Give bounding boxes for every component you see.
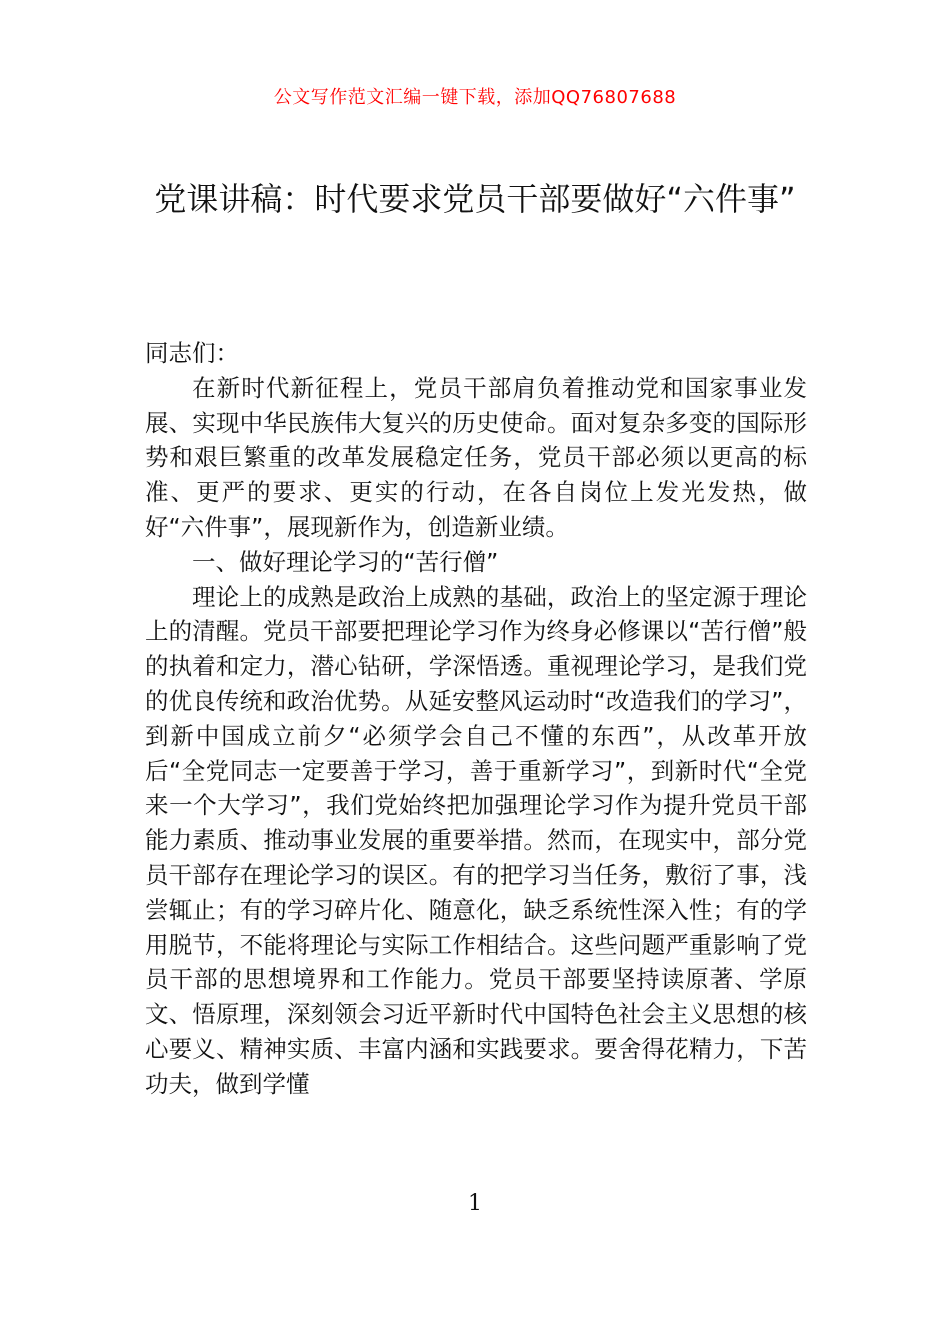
section-1-paragraph: 理论上的成熟是政治上成熟的基础，政治上的坚定源于理论上的清醒。党员干部要把理论学习作为终身必修课以“苦行僧”般的执着和定力，潜心钻研，学深悟透。重视理论学习，是我们党的优良传统和政治优势。从延安整风运动时“改造我们的学习”，到新中国成立前夕“必须学会自己不懂的东西”，从改革开放后“全党同志一定要善于学习，善于重新学习”，到新时代“全党来一个大学习”，我们党始终把加强理论学习作为提升党员干部能力素质、推动事业发展的重要举措。然而，在现实中，部分党员干部存在理论学习的误区。有的把学习当任务，敷衍了事，浅尝辄止；有的学习碎片化、随意化，缺乏系统性深入性；有的学用脱节，不能将理论与实际工作相结合。这些问题严重影响了党员干部的思想境界和工作能力。党员干部要坚持读原著、学原文、悟原理，深刻领会习近平新时代中国特色社会主义思想的核心要义、精神实质、丰富内涵和实践要求。要舍得花精力，下苦功夫，做到学懂	[145, 582, 807, 1098]
intro-paragraph: 在新时代新征程上，党员干部肩负着推动党和国家事业发展、实现中华民族伟大复兴的历史使命。面对复杂多变的国际形势和艰巨繁重的改革发展稳定任务，党员干部必须以更高的标准、更严的要求、更实的行动，在各自岗位上发光发热，做好“六件事”，展现新作为，创造新业绩。	[145, 373, 807, 541]
download-promo-header: 公文写作范文汇编一键下载，添加QQ76807688	[273, 87, 677, 108]
document-title: 党课讲稿：时代要求党员干部要做好“六件事”	[154, 180, 796, 218]
section-heading-1: 一、做好理论学习的“苦行僧”	[192, 547, 499, 576]
salutation: 同志们：	[145, 339, 239, 367]
document-body	[145, 336, 807, 1102]
page-number: 1	[468, 1191, 482, 1216]
